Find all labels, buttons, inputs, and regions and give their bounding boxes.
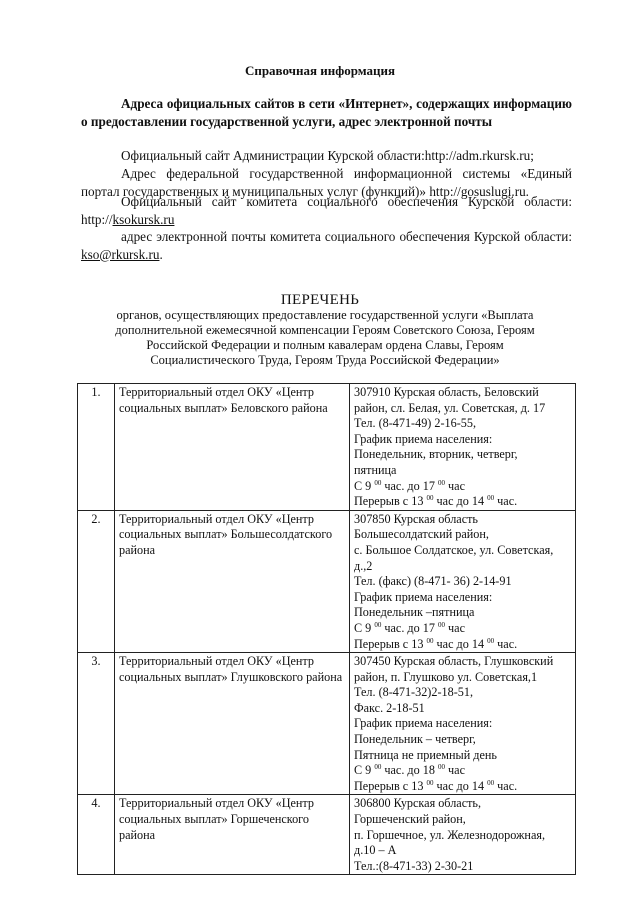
minutes-superscript: 00: [438, 620, 445, 629]
address-line: район, сл. Белая, ул. Советская, д. 17: [354, 400, 546, 415]
table-row: [78, 510, 576, 652]
table-row: [78, 795, 576, 875]
break-hours-line: Перерыв с 13 $^{00}$ час до 14 $^{00}$ час.: [354, 636, 518, 651]
address-line: д.10 – А: [354, 843, 397, 858]
minutes-superscript: 00: [438, 478, 445, 487]
kso-site-line: [81, 193, 572, 228]
address-line: График приема населения:: [354, 431, 493, 446]
address-line: с. Большое Солдатское, ул. Советская,: [354, 542, 554, 557]
table-row: [78, 384, 576, 511]
row-number: 4.: [78, 795, 115, 875]
gosuslugi-line: Адрес федеральной государственной информационной системы «Единый портал государственных и муниципальных услуг (функций)» http://gosuslugi.ru.: [81, 166, 572, 199]
kso-site-link[interactable]: ksokursk.ru: [112, 211, 175, 227]
address-line: Понедельник – четверг,: [354, 732, 476, 747]
address-line: Тел. (8-471-49) 2-16-55,: [354, 416, 477, 431]
row-number: 1.: [78, 384, 115, 511]
break-hours-line: Перерыв с 13 $^{00}$ час до 14 $^{00}$ час.: [354, 494, 518, 509]
minutes-superscript: 00: [487, 636, 495, 645]
work-hours-line: С 9 $^{00}$ час. до 17 $^{00}$ час: [354, 620, 465, 635]
row-number: 3.: [78, 653, 115, 795]
minutes-superscript: 00: [438, 763, 445, 772]
address-line: 307850 Курская область: [354, 511, 478, 526]
address-line: Тел.:(8-471-33) 2-30-21: [354, 858, 474, 873]
table-row: [78, 653, 576, 795]
break-hours-line: Перерыв с 13 $^{00}$ час до 14 $^{00}$ час.: [354, 778, 518, 793]
address-line: Тел. (факс) (8-471- 36) 2-14-91: [354, 574, 512, 589]
office-address: [350, 510, 576, 652]
minutes-superscript: 00: [426, 636, 434, 645]
minutes-superscript: 00: [374, 478, 382, 487]
address-line: пятница: [354, 462, 397, 477]
offices-table-body: [78, 384, 576, 875]
kso-email-prefix: адрес электронной почты комитета социального обеспечения Курской области:: [121, 229, 572, 244]
page-title: Справочная информация: [244, 63, 396, 78]
minutes-superscript: 00: [374, 763, 382, 772]
address-line: 307450 Курская область, Глушковский: [354, 654, 554, 669]
office-address: [350, 795, 576, 875]
work-hours-line: С 9 $^{00}$ час. до 18 $^{00}$ час: [354, 763, 465, 778]
kso-email-suffix: .: [159, 246, 163, 262]
office-name: Территориальный отдел ОКУ «Центр социальных выплат» Горшеченского района: [115, 795, 350, 875]
minutes-superscript: 00: [426, 494, 434, 503]
kso-email-link[interactable]: kso@rkursk.ru: [81, 246, 160, 262]
office-name: Территориальный отдел ОКУ «Центр социальных выплат» Глушковского района: [115, 653, 350, 795]
office-address: [350, 653, 576, 795]
offices-table: [77, 383, 576, 875]
kso-site-prefix: Официальный сайт комитета социального обеспечения Курской области: http://: [81, 194, 572, 227]
minutes-superscript: 00: [374, 620, 382, 629]
minutes-superscript: 00: [426, 778, 434, 787]
address-line: Тел. (8-471-32)2-18-51,: [354, 685, 473, 700]
address-line: д.,2: [354, 558, 373, 573]
list-subheading: органов, осуществляющих предоставление государственной услуги «Выплата дополнительной ежемесячной компенсации Героям Советского Союза, Героям Российской Федерации и полным кавалерам ордена Славы, Героям Социалистического Труда, Героям Труда Российской Федерации»: [115, 308, 535, 367]
address-line: Понедельник, вторник, четверг,: [354, 447, 518, 462]
work-hours-line: С 9 $^{00}$ час. до 17 $^{00}$ час: [354, 478, 465, 493]
address-line: Факс. 2-18-51: [354, 700, 425, 715]
row-number: 2.: [78, 510, 115, 652]
address-line: район, п. Глушково ул. Советская,1: [354, 669, 538, 684]
office-name: Территориальный отдел ОКУ «Центр социальных выплат» Беловского района: [115, 384, 350, 511]
list-heading: ПЕРЕЧЕНЬ: [280, 292, 360, 308]
address-line: График приема населения:: [354, 589, 493, 604]
address-line: 306800 Курская область,: [354, 796, 482, 811]
websites-heading: Адреса официальных сайтов в сети «Интернет», содержащих информацию о предоставлении государственной услуги, адрес электронной почты: [81, 96, 572, 129]
office-name: Территориальный отдел ОКУ «Центр социальных выплат» Большесолдатского района: [115, 510, 350, 652]
address-line: Горшеченский район,: [354, 812, 466, 827]
address-line: п. Горшечное, ул. Железнодорожная,: [354, 827, 546, 842]
address-line: Пятница не приемный день: [354, 747, 497, 762]
minutes-superscript: 00: [487, 778, 495, 787]
address-line: 307910 Курская область, Беловский: [354, 385, 539, 399]
minutes-superscript: 00: [487, 494, 495, 503]
address-line: График приема населения:: [354, 716, 493, 731]
address-line: Большесолдатский район,: [354, 527, 489, 542]
office-address: [350, 384, 576, 511]
kso-email-line: [81, 228, 572, 263]
address-line: Понедельник –пятница: [354, 605, 475, 620]
admin-site-line: Официальный сайт Администрации Курской области:http://adm.rkursk.ru;: [121, 148, 534, 163]
